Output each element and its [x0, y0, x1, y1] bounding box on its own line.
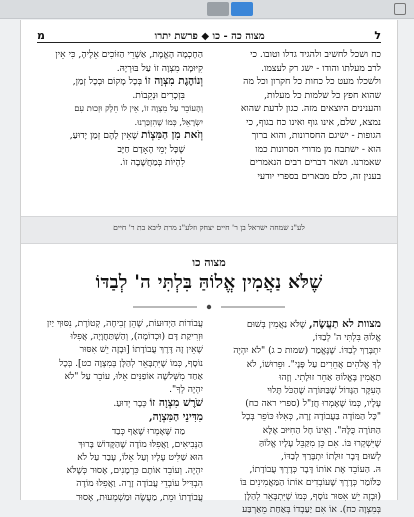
top-left-column: [37, 48, 203, 212]
text-run: שֶׁלֹּא נַאֲמִין בְּשׁוּם: [246, 320, 310, 330]
ornament-divider-icon: [133, 303, 285, 311]
header-title: מצוה כה - כו ◆ פרשת יתרו: [154, 31, 265, 42]
text-line: בְּמִצְוָה כח). אוֹ אִם יַעַבְדוֹ בְּאַחַת מֵאַרְבַּע: [242, 504, 381, 515]
text-line: יִהְיֶה לְךָ".: [169, 385, 203, 396]
text-line: וְהָעוֹבֵר עַל מִצְוָה זוֹ, אֵין לוֹ חֵלֶק וּזְכוּת עִם: [74, 103, 203, 113]
section-heading: וְזֹאת מִן הַמִּצְוֹת: [141, 129, 203, 141]
paragraph-applicability: [37, 75, 203, 89]
viewer-toolbar: [0, 0, 414, 19]
bottom-left-column: [37, 318, 203, 503]
text-line: הגופות - ישיגם החסרונות, והוא ברוך: [251, 130, 381, 141]
mitzva-title: שֶׁלֹּא נַאֲמִין אֱלוֹהַּ בִּלְתִּי ה' לְבַדּוֹ: [95, 272, 323, 293]
section-heading: מִדִּינֵי הַמִּצְוָה,: [149, 411, 203, 424]
window-control-icon[interactable]: [394, 3, 406, 15]
text-line: עֲבוֹדוֹת הַיְדוּעוֹת, שֶׁהֵן זְבִיחָה, קְטוֹרֶת, נִסּוּךְ יַיִן: [46, 319, 203, 329]
lead-paragraph: [215, 318, 381, 332]
text-line: הוא - ישתבח מן מדורי הסרונות כמו: [255, 143, 381, 155]
text-line: הַחָכְמָה הָאֱמֶת, אַשְׁרֵי הַזּוֹכִים אֵלֶיהָ, כִּי אֵין: [55, 49, 203, 60]
text-run: כְּבָר יְדוּעַ.: [113, 399, 150, 410]
section-heading: שֹׁרֶשׁ מִצְוָה זוֹ: [149, 397, 203, 410]
text-line: וּזְרִיקַת דָּם (וּכְדוֹמֶה), וְהַשְׁתַּחֲוָיָה, אֲפִלּוּ: [70, 332, 203, 343]
text-line: תַאֲמִין בֶּאֱלוֹהַּ אַחֵר זוּלָתִי. וְזֶהוּ: [279, 372, 381, 383]
book-page: [20, 20, 398, 515]
text-line: כח ושכל לחשיב ולהגיד גדלו וטובו. כי: [250, 49, 381, 60]
text-line: יִהְיֶה. וְעוֹבֵד אוֹתָם כִּרְמָנִים, אָסוּר כְּשֶׁלֹּא: [66, 466, 203, 477]
page-number: ל: [374, 29, 381, 42]
top-right-column: [215, 48, 381, 212]
text-line: לרב מעלתו והודו - ישג רק לעצמו.: [261, 62, 381, 74]
text-line: עֲבוֹדָתוֹ וּמֵת, מַעֲשֶׂה וּמַשְׁמְעוּת, אָסוּר: [76, 492, 203, 503]
text-line: ולשכלו מעט כל כחות כל חקרון וכל מה: [243, 76, 381, 87]
bottom-text-columns: [37, 318, 381, 515]
text-run: שֶׁאֵין לָהֶם זְמַן יָדוּעַ,: [69, 130, 142, 141]
text-line: (וּבְזֶה יֵשׁ אִסּוּר נוֹסָף, כְּמוֹ שֶׁיִּתְבָּאֵר לְהַלָּן: [244, 491, 381, 502]
text-line: כַּלּוֹמַר כְּדֶרֶךְ שֶׁעוֹבְדִים אוֹתוֹ הַמַּאֲמִינִים בּוֹ: [239, 478, 381, 489]
text-line: הָעִקָּר הַגָּדוֹל שֶׁבַּתּוֹרָה שֶׁהַכֹּל תָּלוּי: [267, 386, 381, 397]
text-line: עָלָיו, כְּמוֹ שֶׁאָמְרוּ חֲזַ"ל (ספרי ראה כח): [245, 399, 381, 410]
text-line: והענינים היוצאים מזה. כגון לדעת שהוא: [240, 103, 381, 114]
toolbar-button[interactable]: [207, 2, 229, 16]
text-line: שהוא חפץ כל שלמות כל מעלות,: [264, 89, 381, 101]
top-text-columns: [37, 48, 381, 212]
paragraph-timing: [37, 129, 203, 143]
section-heading: מצוות לא תַעֲשֶׂה,: [309, 318, 381, 330]
text-line: לְשׁוּם דָּבָר זוּלָתוֹ יִתְבָּרַךְ לְבַדּוֹ,: [281, 452, 381, 463]
text-line: שֶׁיִּשְׁקְרוּ בּוֹ. אִם כֵּן מִקַּבֵּל עָלָיו אֱלוֹהַּ: [258, 438, 381, 449]
text-line: יִתְבָּרַךְ לְבַדּוֹ. שֶׁנֶּאֱמַר (שמות כ ג) "לֹא יִהְיֶה: [233, 346, 381, 357]
text-line: הוּא שַׁלִּיט עָלָיו וְעַל אֵלוֹ, עָבַר עַל לֹא: [77, 453, 203, 464]
paragraph-laws: [37, 411, 203, 425]
text-line: לְךָ אֱלֹהִים אֲחֵרִים עַל פָּנָי". וּפֵרוּשׁוֹ, לֹא: [246, 359, 381, 370]
text-line: הּ. הַעוֹבֵד אֶת אוֹתוֹ דָּבָר כְּדֶרֶךְ עֲבוֹדָתוֹ,: [249, 465, 381, 476]
text-line: אֱלוֹהַּ בִּלְתִּי ה' לְבַדּוֹ,: [312, 333, 381, 344]
text-line: שֶׁכָּל יְמֵי הָאָדָם חַיָּב: [117, 143, 185, 155]
text-line: נוֹסָף, כְּמוֹ שֶׁיִּתְבָּאֵר לְהַלָּן בְּמִצְוָה כט]. בְּכָל: [59, 358, 203, 369]
text-line: "כָּל הַמּוֹדֶה בַּעֲבוֹדָה זָרָה, כְּאִלּוּ כּוֹפֵר בְּכָל: [241, 412, 381, 423]
text-line: נמצא, שלם, אינו גוף ואינו כח בגוף, כי: [246, 116, 381, 128]
dedication-text: לע"נ שמחה ישראל בן ר' חיים יצחק וזלע"נ מרת ליבא בת ר' חיים: [113, 223, 305, 232]
text-line: קִיּוּמָה מִצְוָה זוֹ עַל בּוּרְיָהּ.: [116, 62, 203, 74]
text-line: שאמרנו. ושאר דברים רבים הנאמרים: [249, 157, 381, 168]
mitzva-number: מצוה כו: [192, 256, 226, 269]
text-run: בְּכָל מָקוֹם וּבְכָל זְמַן,: [72, 76, 145, 87]
text-line: בענין זה, כלם מבארים בספרי יודעי: [257, 170, 381, 182]
paragraph-root: [37, 397, 203, 411]
text-line: הִבְדִּיל עוֹבְדֵי עֲבוֹדָה זָרָה. וַאֲפִלּוּ מוֹדֶה: [76, 479, 203, 490]
text-line: יִשְׂרָאֵל, כְּמוֹ שֶׁהִזְכַּרְנוּ.: [134, 116, 203, 127]
text-line: שֶׁאֵין זֶה דֶּרֶךְ עֲבוֹדָתוֹ [וּבָזֶה יֵשׁ אִסּוּר: [79, 345, 203, 356]
text-line: לִהְיוֹת בְּמַחֲשָׁבָה זוֹ.: [119, 157, 185, 168]
text-line: בִּזְכָרִים וּנְקֵבוֹת.: [132, 89, 185, 101]
text-line: הַתּוֹרָה כֻּלָּהּ". וְאֵינוֹ חָל הַחִיּוּב אֶלָּא: [262, 425, 381, 436]
running-header: [37, 26, 381, 43]
section-heading: וְנוֹהֶגֶת מִצְוָה זוֹ: [144, 75, 203, 87]
header-left-mark: מ: [37, 29, 45, 42]
text-line: מַה שֶּׁאָמְרוּ שֶׁאַף כְּבַד: [111, 426, 185, 437]
toolbar-button-active[interactable]: [231, 2, 253, 16]
text-line: אַחַד מִשְּׁלֹשָׁה אוֹפַנִּים אֵלּוּ, עוֹבֵר עַל "לֹא: [64, 371, 203, 382]
bottom-right-column: [215, 318, 381, 515]
text-line: הַנְּבִיאִים, וַאֲפִלּוּ מוֹדֶה שֶׁהַקָּדוֹשׁ בָּרוּךְ: [78, 439, 203, 450]
